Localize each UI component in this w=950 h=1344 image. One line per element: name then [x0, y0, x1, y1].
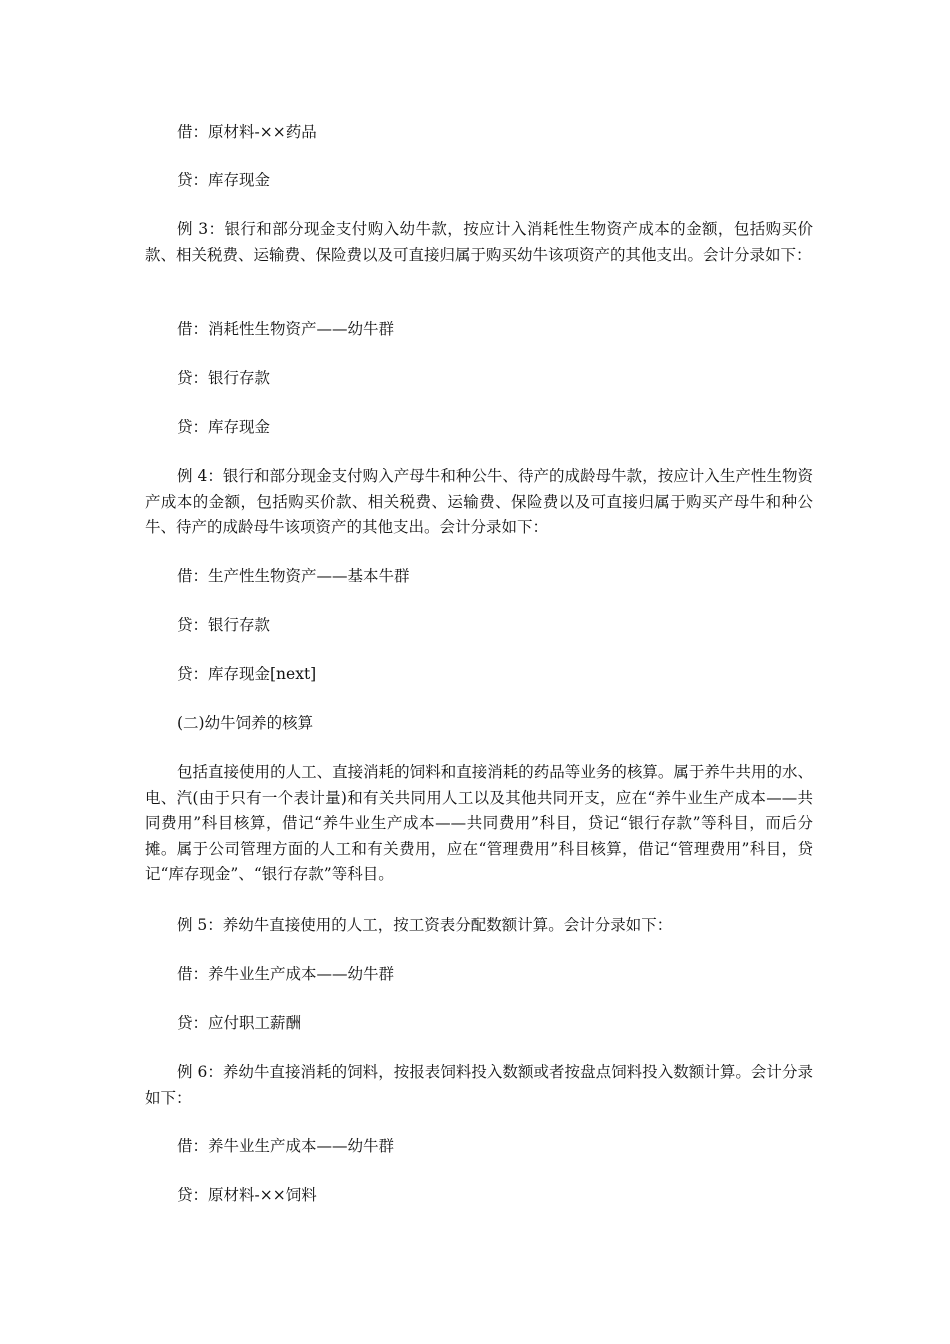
example-3-paragraph: 例 3：银行和部分现金支付购入幼牛款，按应计入消耗性生物资产成本的金额，包括购买价款、相关税费、运输费、保险费以及可直接归属于购买幼牛该项资产的其他支出。会计分录如下： [145, 220, 813, 264]
example-6-paragraph: 例 6：养幼牛直接消耗的饲料，按报表饲料投入数额或者按盘点饲料投入数额计算。会计分录如下： [145, 1063, 813, 1107]
section-body-paragraph: 包括直接使用的人工、直接消耗的饲料和直接消耗的药品等业务的核算。属于养牛共用的水、电、汽(由于只有一个表计量)和有关共同用人工以及其他共同开支，应在“养牛业生产成本——共同费用”科目核算，借记“养牛业生产成本——共同费用”科目，贷记“银行存款”等科目，而后分摊。属于公司管理方面的人工和有关费用，应在“管理费用”科目核算，借记“管理费用”科目，贷记“库存现金”、“银行存款”等科目。 [145, 763, 813, 883]
entry-credit-payroll: 贷：应付职工薪酬 [177, 1014, 302, 1032]
entry-debit-consumable-bio-asset: 借：消耗性生物资产——幼牛群 [177, 320, 395, 338]
entry-credit-feed: 贷：原材料-××饲料 [177, 1186, 317, 1204]
entry-debit-productive-bio-asset: 借：生产性生物资产——基本牛群 [177, 567, 410, 585]
entry-credit-bank-deposit: 贷：银行存款 [177, 369, 271, 387]
entry-debit-calf-cost: 借：养牛业生产成本——幼牛群 [177, 1137, 395, 1155]
entry-debit-calf-cost: 借：养牛业生产成本——幼牛群 [177, 965, 395, 983]
example-5-paragraph: 例 5：养幼牛直接使用的人工，按工资表分配数额计算。会计分录如下： [177, 916, 673, 934]
entry-credit-bank-deposit: 贷：银行存款 [177, 616, 271, 634]
entry-credit-cash-next: 贷：库存现金[next] [177, 665, 317, 683]
entry-debit-medicine: 借：原材料-××药品 [177, 123, 317, 141]
entry-credit-cash: 贷：库存现金 [177, 418, 271, 436]
section-heading: (二)幼牛饲养的核算 [177, 714, 314, 732]
example-4-paragraph: 例 4：银行和部分现金支付购入产母牛和种公牛、待产的成龄母牛款，按应计入生产性生物资产成本的金额，包括购买价款、相关税费、运输费、保险费以及可直接归属于购买产母牛和种公牛、待产的成龄母牛该项资产的其他支出。会计分录如下： [145, 467, 813, 536]
entry-credit-cash: 贷：库存现金 [177, 171, 271, 189]
